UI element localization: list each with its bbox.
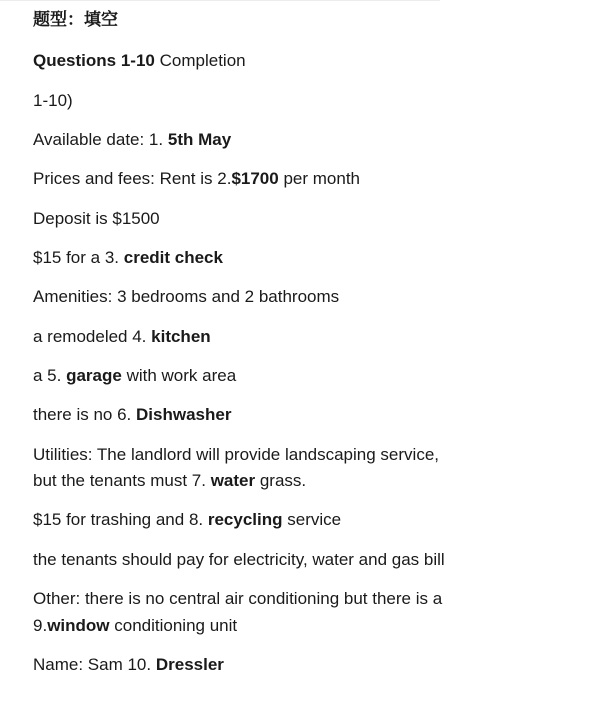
questions-title xyxy=(33,48,453,74)
question-type-heading: 题型：填空 xyxy=(33,10,118,29)
item-kitchen xyxy=(33,324,453,350)
item-prefix: Prices and fees: Rent is 2. xyxy=(33,169,232,189)
item-suffix: grass. xyxy=(259,471,307,491)
top-divider xyxy=(0,0,440,5)
item-dishwasher xyxy=(33,402,453,428)
answer-8: recycling xyxy=(207,510,283,530)
document-body xyxy=(33,7,453,691)
answer-4: kitchen xyxy=(151,326,211,346)
answer-7: water xyxy=(210,471,256,491)
item-garage xyxy=(33,363,453,389)
item-suffix: per month xyxy=(283,169,360,189)
questions-range: Questions 1-10 xyxy=(33,51,155,71)
item-prefix: there is no 6. xyxy=(33,405,132,425)
item-prefix: $15 for a 3. xyxy=(33,248,120,268)
answer-3: credit check xyxy=(123,248,223,268)
item-amenities: Amenities: 3 bedrooms and 2 bathrooms xyxy=(33,287,340,307)
item-credit-check xyxy=(33,245,453,271)
item-prefix: $15 for trashing and 8. xyxy=(33,510,204,530)
item-rent xyxy=(33,166,453,192)
item-utilities xyxy=(33,442,453,495)
answer-2: $1700 xyxy=(231,169,279,189)
item-deposit: Deposit is $1500 xyxy=(33,208,160,228)
item-prefix: Available date: 1. xyxy=(33,130,164,150)
answer-5: garage xyxy=(66,366,122,386)
item-suffix: conditioning unit xyxy=(114,615,238,635)
item-available-date xyxy=(33,127,453,153)
item-recycling xyxy=(33,507,453,533)
item-prefix: a remodeled 4. xyxy=(33,326,147,346)
item-suffix: with work area xyxy=(126,366,237,386)
item-prefix: Name: Sam 10. xyxy=(33,654,152,674)
item-prefix: Other: there is no central air conditioning but there is a 9. xyxy=(33,589,443,635)
item-other xyxy=(33,586,453,639)
answer-9: window xyxy=(47,615,110,635)
item-prefix: a 5. xyxy=(33,366,62,386)
item-name xyxy=(33,652,453,678)
item-prefix: Utilities: The landlord will provide landscaping service, but the tenants must 7. xyxy=(33,444,439,491)
item-bills: the tenants should pay for electricity, water and gas bill xyxy=(33,549,445,569)
answer-6: Dishwasher xyxy=(136,405,232,425)
answer-1: 5th May xyxy=(167,130,232,150)
answer-10: Dressler xyxy=(155,654,224,674)
subrange-label: 1-10) xyxy=(33,90,73,110)
questions-type: Completion xyxy=(159,51,246,71)
item-suffix: service xyxy=(287,510,342,530)
